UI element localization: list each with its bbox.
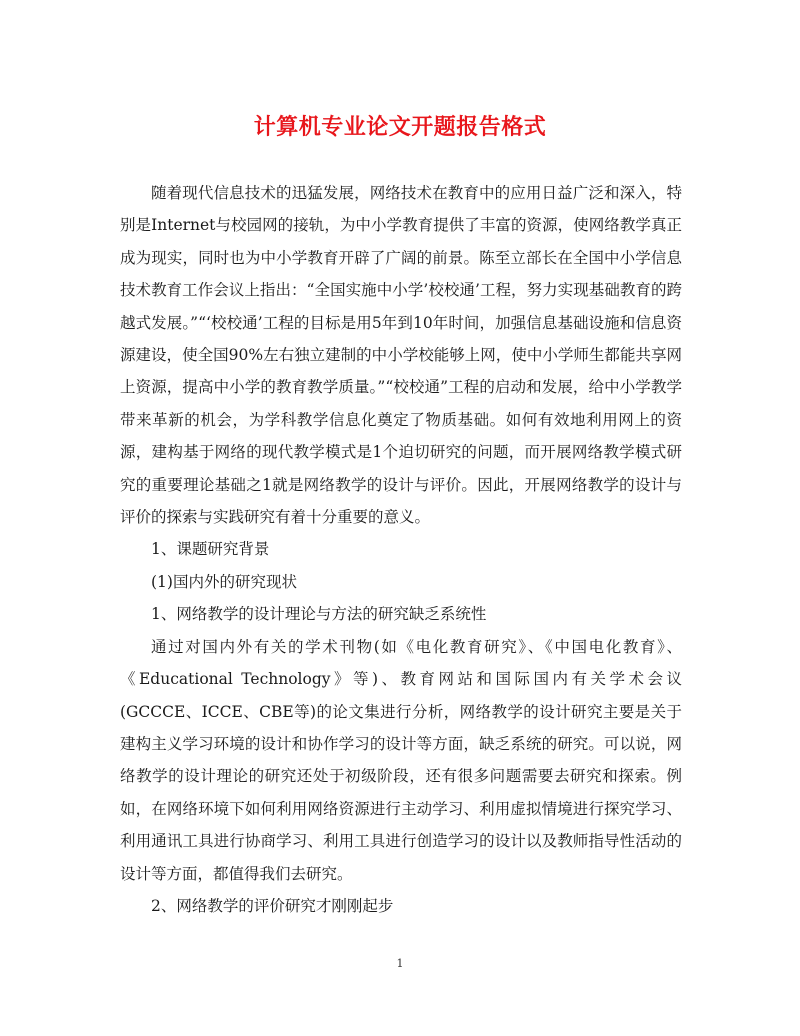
point-heading-design-theory: 1、网络教学的设计理论与方法的研究缺乏系统性 [151,605,487,624]
page-number: 1 [396,957,404,970]
point-heading-evaluation-research: 2、网络教学的评价研究才刚刚起步 [151,896,394,915]
document-body [120,177,682,922]
section-heading-research-background: 1、课题研究背景 [151,540,270,559]
intro-paragraph: 随着现代信息技术的迅猛发展，网络技术在教育中的应用日益广泛和深入，特别是Internet与校园网的接轨，为中小学教育提供了丰富的资源，使网络教学真正成为现实，同时也为中小学教育开辟了广阔的前景。陈至立部长在全国中小学信息技术教育工作会议上指出：“全国实施中小学’校校通’工程，努力实现基础教育的跨越式发展。”“‘校校通’工程的目标是用5年到10年时间，加强信息基础设施和信息资源建设，使全国90%左右独立建制的中小学校能够上网，使中小学师生都能共享网上资源，提高中小学的教育教学质量。”“校校通”工程的启动和发展，给中小学教学带来革新的机会，为学科教学信息化奠定了物质基础。如何有效地利用网上的资源，建构基于网络的现代教学模式是1个迫切研究的问题，而开展网络教学模式研究的重要理论基础之1就是网络教学的设计与评价。因此，开展网络教学的设计与评价的探索与实践研究有着十分重要的意义。 [120,184,682,527]
design-theory-paragraph: 通过对国内外有关的学术刊物(如《电化教育研究》、《中国电化教育》、《Educational Technology》等)、教育网站和国际国内有关学术会议(GCCCE、ICCE、CBE等)的论文集进行分析，网络教学的设计研究主要是关于建构主义学习环境的设计和协作学习的设计等方面，缺乏系统的研究。可以说，网络教学的设计理论的研究还处于初级阶段，还有很多问题需要去研究和探索。例如，在网络环境下如何利用网络资源进行主动学习、利用虚拟情境进行探究学习、利用通讯工具进行协商学习、利用工具进行创造学习的设计以及教师指导性活动的设计等方面，都值得我们去研究。 [120,637,682,883]
subsection-heading-research-status: (1)国内外的研究现状 [151,572,297,591]
document-title: 计算机专业论文开题报告格式 [253,114,547,140]
